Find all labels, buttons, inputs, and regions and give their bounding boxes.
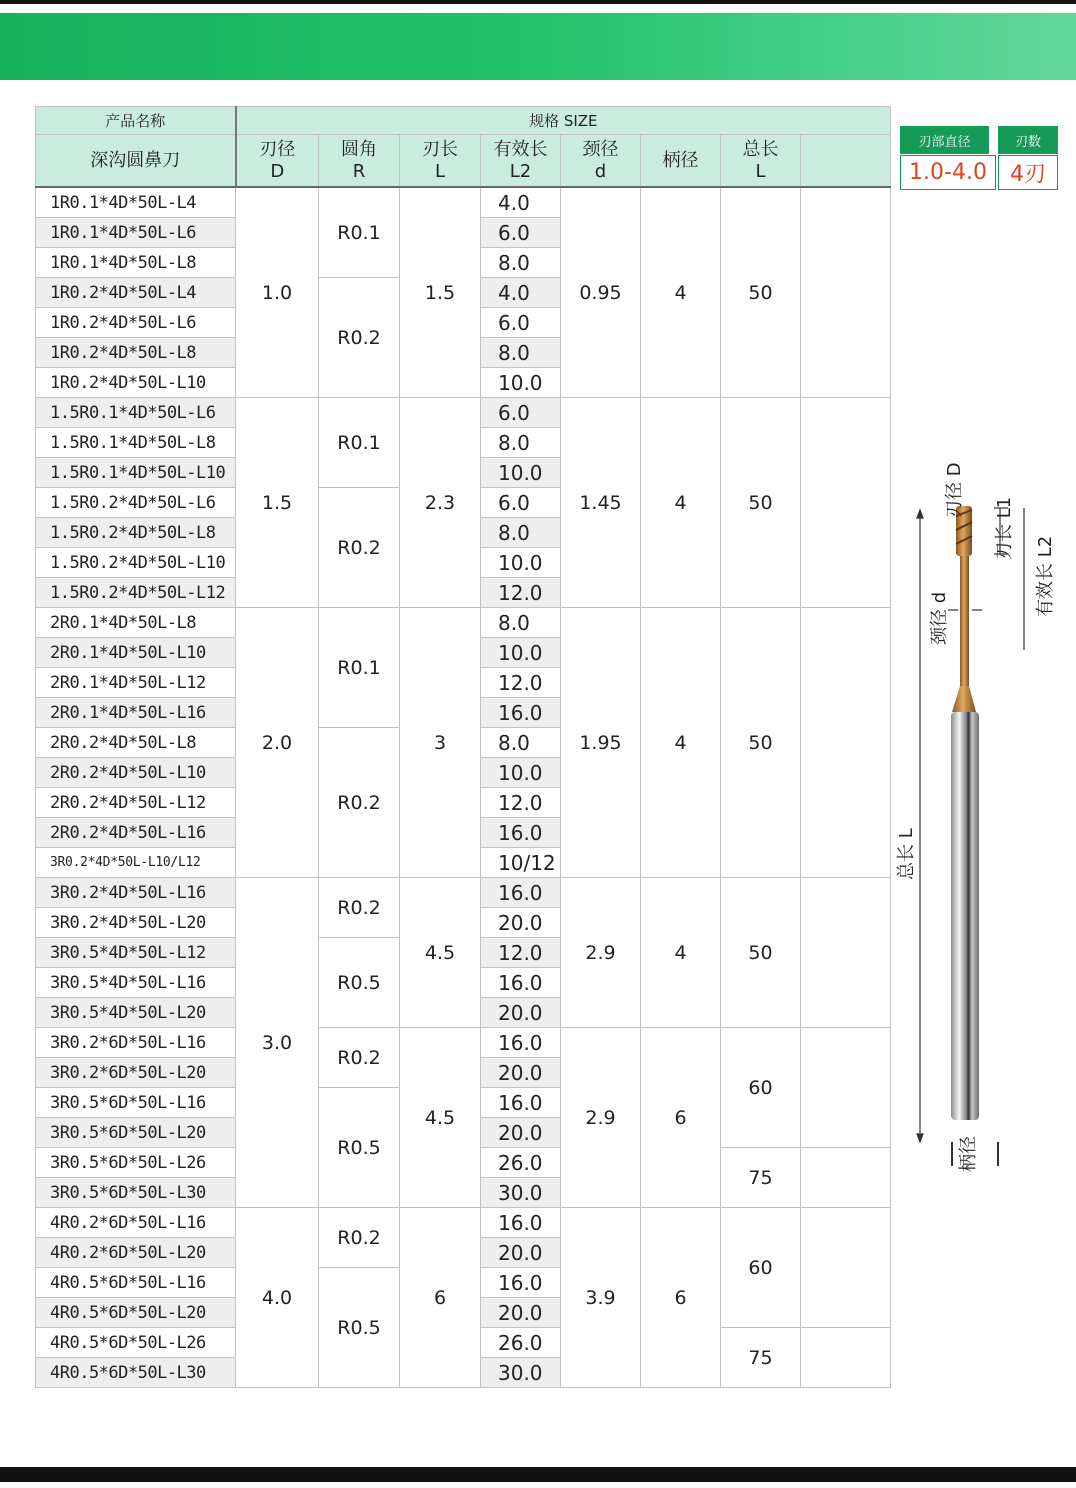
blank-cell [801,1208,891,1328]
blade-diameter-cell: 2.0 [236,608,319,878]
column-header-symbol: L [755,160,766,182]
effective-length-cell: 8.0 [481,728,561,758]
effective-length-cell: 16.0 [481,878,561,908]
model-cell: 1.5R0.2*4D*50L-L6 [36,488,236,518]
effective-length-cell: 10.0 [481,458,561,488]
shank [951,712,979,1120]
model-cell: 1R0.2*4D*50L-L4 [36,278,236,308]
blade-diameter-label: 刃部直径 [900,126,989,154]
effective-length-cell: 26.0 [481,1328,561,1358]
effective-length-annotation: 有效长 L2 [1035,535,1056,617]
effective-length-cell: 6.0 [481,398,561,428]
effective-length-cell: 16.0 [481,818,561,848]
effective-length-cell: 16.0 [481,1088,561,1118]
model-cell: 2R0.2*4D*50L-L12 [36,788,236,818]
column-header [481,135,561,188]
blade-diameter-cell: 3.0 [236,878,319,1208]
blade-diameter-value: 1.0-4.0 [900,155,996,190]
model-cell: 1.5R0.1*4D*50L-L6 [36,398,236,428]
model-cell: 3R0.2*4D*50L-L20 [36,908,236,938]
total-length-cell: 75 [721,1148,801,1208]
model-cell: 1.5R0.1*4D*50L-L8 [36,428,236,458]
column-header-label: 颈径 [582,138,619,160]
spec-table [35,106,891,1388]
effective-length-cell: 4.0 [481,187,561,218]
model-cell: 4R0.5*6D*50L-L26 [36,1328,236,1358]
model-cell: 4R0.5*6D*50L-L30 [36,1358,236,1388]
shank-diameter-cell: 4 [641,878,721,1028]
model-cell: 3R0.2*4D*50L-L10/L12 [36,848,236,878]
column-header-symbol: L [434,160,446,182]
corner-radius-cell: R0.2 [319,878,400,938]
blank-cell [801,1148,891,1208]
total-length-cell: 50 [721,878,801,1028]
blank-cell [801,878,891,1028]
column-header-label: 有效长 [493,138,548,160]
spec-size-label: 规格 SIZE [236,107,891,135]
total-length-cell: 50 [721,187,801,398]
effective-length-cell: 10.0 [481,368,561,398]
blade-length-cell: 1.5 [400,187,481,398]
effective-length-cell: 4.0 [481,278,561,308]
column-header-label: 柄径 [662,149,699,171]
effective-length-cell: 16.0 [481,1268,561,1298]
column-header [721,135,801,188]
column-header [641,135,721,188]
effective-length-cell: 8.0 [481,608,561,638]
corner-radius-cell: R0.2 [319,1208,400,1268]
blade-length-cell: 4.5 [400,878,481,1028]
effective-length-cell: 10.0 [481,758,561,788]
column-header [400,135,481,188]
effective-length-cell: 20.0 [481,998,561,1028]
product-name: 深沟圆鼻刀 [36,135,236,188]
effective-length-cell: 16.0 [481,698,561,728]
corner-radius-cell: R0.2 [319,728,400,878]
effective-length-cell: 6.0 [481,308,561,338]
shank-diameter-cell: 6 [641,1028,721,1208]
blade-length-cell: 2.3 [400,398,481,608]
flute-count-label: 刃数 [998,126,1058,154]
spec-badge [900,126,1058,192]
neck-diameter-cell: 0.95 [561,187,641,398]
blade-length-annotation: 刃长 L1 [994,496,1015,560]
shank-diameter-cell: 4 [641,187,721,398]
effective-length-cell: 8.0 [481,428,561,458]
model-cell: 1.5R0.1*4D*50L-L10 [36,458,236,488]
model-cell: 3R0.5*4D*50L-L20 [36,998,236,1028]
effective-length-cell: 8.0 [481,338,561,368]
model-cell: 4R0.2*6D*50L-L20 [36,1238,236,1268]
corner-radius-cell: R0.1 [319,398,400,488]
column-header-label: 总长 [742,138,779,160]
blade-length-cell: 4.5 [400,1028,481,1208]
model-cell: 4R0.5*6D*50L-L16 [36,1268,236,1298]
blade-diameter-cell: 1.0 [236,187,319,398]
top-rule [0,0,1076,4]
corner-radius-cell: R0.2 [319,488,400,608]
total-length-cell: 75 [721,1328,801,1388]
blade-diameter-annotation: 刃径 D [944,462,965,518]
model-cell: 3R0.5*6D*50L-L26 [36,1148,236,1178]
total-length-cell: 60 [721,1208,801,1328]
column-header [561,135,641,188]
bottom-rule [0,1467,1076,1482]
model-cell: 2R0.1*4D*50L-L10 [36,638,236,668]
shank-diameter-cell: 4 [641,398,721,608]
model-cell: 3R0.5*4D*50L-L16 [36,968,236,998]
effective-length-cell: 10.0 [481,548,561,578]
shank-diameter-cell: 4 [641,608,721,878]
total-length-cell: 50 [721,398,801,608]
corner-radius-cell: R0.5 [319,1088,400,1208]
model-cell: 4R0.2*6D*50L-L16 [36,1208,236,1238]
model-cell: 3R0.2*4D*50L-L16 [36,878,236,908]
neck-diameter-cell: 1.95 [561,608,641,878]
column-header [236,135,319,188]
effective-length-cell: 8.0 [481,248,561,278]
model-cell: 1R0.2*4D*50L-L6 [36,308,236,338]
effective-length-cell: 30.0 [481,1358,561,1388]
neck-diameter-cell: 2.9 [561,1028,641,1208]
effective-length-cell: 10/12 [481,848,561,878]
total-length-dimension [917,510,923,1142]
blank-cell [801,398,891,608]
column-header-label: 刃长 [422,138,458,160]
table-row [36,398,891,428]
effective-length-cell: 12.0 [481,938,561,968]
effective-length-cell: 20.0 [481,1058,561,1088]
column-header-symbol: L2 [509,160,532,182]
model-cell: 3R0.5*6D*50L-L20 [36,1118,236,1148]
effective-length-cell: 12.0 [481,788,561,818]
product-name-label: 产品名称 [36,107,236,135]
model-cell: 2R0.1*4D*50L-L8 [36,608,236,638]
column-header-symbol: R [352,160,366,182]
column-header-symbol: d [594,160,607,182]
total-length-annotation: 总长 L [896,828,917,880]
blank-cell [801,1328,891,1388]
table-row [36,608,891,638]
model-cell: 1R0.1*4D*50L-L6 [36,218,236,248]
model-cell: 1.5R0.2*4D*50L-L12 [36,578,236,608]
effective-length-cell: 20.0 [481,1238,561,1268]
corner-radius-cell: R0.2 [319,1028,400,1088]
effective-length-cell: 6.0 [481,488,561,518]
total-length-cell: 60 [721,1028,801,1148]
total-length-cell: 50 [721,608,801,878]
table-row [36,878,891,908]
blank-cell [801,187,891,398]
model-cell: 2R0.2*4D*50L-L8 [36,728,236,758]
column-header-blank [801,135,891,188]
model-cell: 3R0.2*6D*50L-L20 [36,1058,236,1088]
model-cell: 2R0.1*4D*50L-L16 [36,698,236,728]
corner-radius-cell: R0.2 [319,278,400,398]
blank-cell [801,1028,891,1148]
blade-diameter-cell: 4.0 [236,1208,319,1388]
effective-length-cell: 16.0 [481,1208,561,1238]
model-cell: 3R0.5*6D*50L-L16 [36,1088,236,1118]
blade-diameter-cell: 1.5 [236,398,319,608]
effective-length-cell: 30.0 [481,1178,561,1208]
model-cell: 1.5R0.2*4D*50L-L8 [36,518,236,548]
corner-radius-cell: R0.5 [319,938,400,1028]
model-cell: 2R0.1*4D*50L-L12 [36,668,236,698]
effective-length-cell: 26.0 [481,1148,561,1178]
effective-length-cell: 6.0 [481,218,561,248]
model-cell: 4R0.5*6D*50L-L20 [36,1298,236,1328]
neck [960,556,969,686]
green-banner [0,13,1076,80]
blank-cell [801,608,891,878]
effective-length-cell: 20.0 [481,908,561,938]
model-cell: 3R0.2*6D*50L-L16 [36,1028,236,1058]
model-cell: 2R0.2*4D*50L-L16 [36,818,236,848]
effective-length-cell: 16.0 [481,968,561,998]
column-header-label: 刃径 [259,138,296,160]
model-cell: 3R0.5*6D*50L-L30 [36,1178,236,1208]
column-header-symbol: D [270,160,285,182]
taper [952,686,976,712]
effective-length-cell: 20.0 [481,1118,561,1148]
table-row [36,1028,891,1058]
corner-radius-cell: R0.5 [319,1268,400,1388]
effective-length-cell: 8.0 [481,518,561,548]
table-row [36,1208,891,1238]
model-cell: 1R0.1*4D*50L-L4 [36,187,236,218]
neck-diameter-annotation: 颈径 d [929,591,950,645]
effective-length-cell: 12.0 [481,668,561,698]
corner-radius-cell: R0.1 [319,187,400,278]
blade-length-cell: 6 [400,1208,481,1388]
model-cell: 3R0.5*4D*50L-L12 [36,938,236,968]
flute-count-value: 4刃 [998,155,1058,190]
effective-length-cell: 12.0 [481,578,561,608]
model-cell: 1R0.2*4D*50L-L10 [36,368,236,398]
model-cell: 1R0.1*4D*50L-L8 [36,248,236,278]
effective-length-cell: 20.0 [481,1298,561,1328]
shank-diameter-cell: 6 [641,1208,721,1388]
shank-diameter-annotation: 柄径 [958,1136,979,1172]
column-header [319,135,400,188]
neck-diameter-cell: 2.9 [561,878,641,1028]
blade-length-cell: 3 [400,608,481,878]
model-cell: 1.5R0.2*4D*50L-L10 [36,548,236,578]
model-cell: 1R0.2*4D*50L-L8 [36,338,236,368]
neck-diameter-cell: 1.45 [561,398,641,608]
effective-length-cell: 16.0 [481,1028,561,1058]
corner-radius-cell: R0.1 [319,608,400,728]
neck-diameter-cell: 3.9 [561,1208,641,1388]
column-header-label: 圆角 [341,138,377,160]
table-row [36,187,891,218]
effective-length-cell: 10.0 [481,638,561,668]
model-cell: 2R0.2*4D*50L-L10 [36,758,236,788]
